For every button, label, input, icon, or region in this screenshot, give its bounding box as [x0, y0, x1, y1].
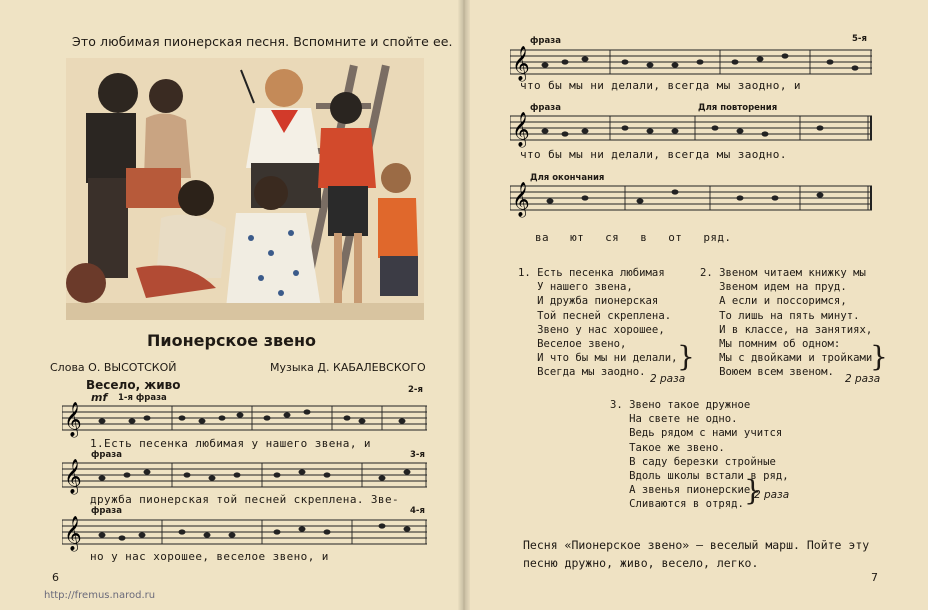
- svg-text:𝄞: 𝄞: [64, 459, 82, 494]
- music-staff-4: [510, 42, 880, 82]
- verse-1: 1. Есть песенка любимая У нашего звена, И дружба пионерская Той песней скреплена. Звено у нас хорошее, Веселое звено, И что бы мы ни делали, Всегда мы заодно.: [518, 267, 678, 379]
- verse-3: 3. Звено такое дружное На свете не одно. Ведь рядом с нами учится Такое же звено. В саду березки стройные Вдоль школы встали в ряд, А звенья пионерские Сливаются в отряд.: [610, 399, 789, 511]
- ending-label: Для окончания: [530, 173, 605, 183]
- music-staff-3: [62, 512, 432, 552]
- watermark-url: http://fremus.narod.ru: [44, 590, 156, 601]
- svg-text:𝄞: 𝄞: [64, 402, 82, 437]
- svg-text:𝄞: 𝄞: [512, 112, 530, 147]
- music-staff-1: [62, 398, 432, 438]
- svg-text:𝄞: 𝄞: [64, 516, 82, 551]
- svg-text:𝄞: 𝄞: [512, 182, 530, 217]
- lyrics-line-1: 1.Есть песенка любимая у нашего звена, и: [90, 437, 371, 450]
- phrase-marker-5: 5-я: [852, 34, 867, 44]
- phrase-marker-2: 2-я: [408, 385, 423, 395]
- phrase-label-3: фраза: [91, 506, 122, 516]
- lyrics-line-2: дружба пионерская той песней скреплена. Зве-: [90, 493, 399, 506]
- verse-2: 2. Звеном читаем книжку мы Звеном идем на пруд. А если и поссоримся, То лишь на пять минут. И в классе, на занятиях, Мы помним об одном: Мы с двойками и тройками Воюем всем звеном.: [700, 267, 873, 379]
- phrase-marker-4: 4-я: [410, 506, 425, 516]
- lyrics-line-4: что бы мы ни делали, всегда мы заодно, и: [520, 79, 801, 92]
- repeat-label: Для повторения: [698, 103, 778, 113]
- book-gutter: [458, 0, 470, 610]
- intro-text: Это любимая пионерская песня. Вспомните и спойте ее.: [72, 34, 453, 49]
- repeat-times-1: 2 раза: [650, 373, 686, 385]
- phrase-marker-3: 3-я: [410, 450, 425, 460]
- pioneer-illustration: [66, 58, 424, 320]
- lyrics-line-5: что бы мы ни делали, всегда мы заодно.: [520, 148, 787, 161]
- repeat-brace-1: }: [677, 340, 695, 373]
- words-credit: Слова О. ВЫСОТСКОЙ: [50, 361, 177, 374]
- repeat-times-3: 2 раза: [754, 489, 790, 501]
- music-credit: Музыка Д. КАБАЛЕВСКОГО: [270, 361, 426, 374]
- repeat-times-2: 2 раза: [845, 373, 881, 385]
- svg-text:𝄞: 𝄞: [512, 46, 530, 81]
- tempo-marking: Весело, живо: [86, 378, 181, 392]
- lyrics-line-6: ва ют ся в от ряд.: [535, 231, 732, 244]
- music-staff-2: [62, 455, 432, 495]
- dynamic-marking: mf: [91, 391, 108, 404]
- repeat-brace-3: }: [744, 474, 762, 507]
- song-title: Пионерское звено: [146, 331, 317, 350]
- music-staff-5: [510, 108, 880, 148]
- page-number-left: 6: [52, 571, 59, 584]
- page-number-right: 7: [871, 571, 878, 584]
- music-staff-6: [510, 178, 880, 218]
- phrase-label-r1: фраза: [530, 36, 561, 46]
- phrase-label-2: фраза: [91, 450, 122, 460]
- phrase-label-r2: фраза: [530, 103, 561, 113]
- lyrics-line-3: но у нас хорошее, веселое звено, и: [90, 550, 329, 563]
- repeat-brace-2: }: [870, 340, 888, 373]
- phrase-label-1: 1-я фраза: [118, 393, 167, 403]
- closing-text: Песня «Пионерское звено» — веселый марш. Пойте эту песню дружно, живо, весело, легко.: [523, 538, 870, 570]
